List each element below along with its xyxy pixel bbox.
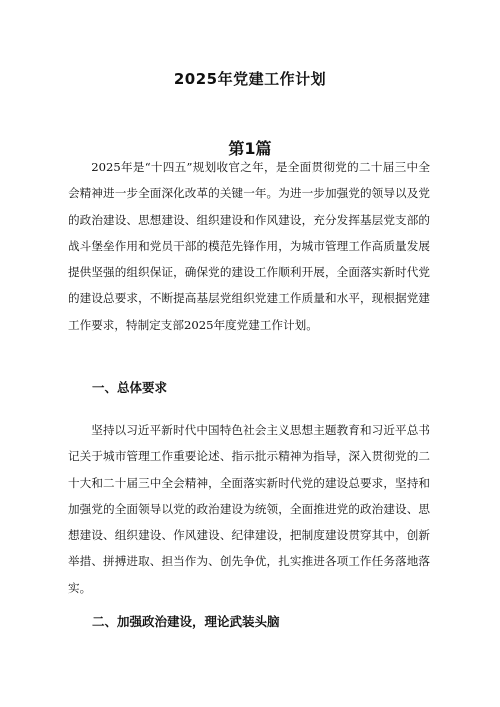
section-heading-general-requirements: 一、总体要求	[92, 380, 168, 395]
part-title: 第1篇	[228, 139, 272, 158]
intro-paragraph: 2025年是“十四五”规划收官之年，是全面贯彻党的二十届三中全会精神进一步全面深化改革的关键一年。为进一步加强党的领导以及党的政治建设、思想建设、组织建设和作风建设，充分发挥基层党支部的战斗堡垒作用和党员干部的模范先锋作用，为城市管理工作高质量发展提供坚强的组织保证，确保党的建设工作顺利开展，全面落实新时代党的建设总要求，不断提高基层党组织党建工作质量和水平，现根据党建工作要求，特制定支部2025年度党建工作计划。	[68, 160, 430, 332]
section-heading-political-construction: 二、加强政治建设，理论武装头脑	[92, 614, 280, 629]
section1-paragraph: 坚持以习近平新时代中国特色社会主义思想主题教育和习近平总书记关于城市管理工作重要论述、指示批示精神为指导，深入贯彻党的二十大和二十届三中全会精神，全面落实新时代党的建设总要求，坚持和加强党的全面领导以党的政治建设为统领，全面推进党的政治建设、思想建设、组织建设、作风建设、纪律建设，把制度建设贯穿其中，创新举措、拼搏进取、担当作为、创先争优，扎实推进各项工作任务落地落实。	[68, 423, 430, 595]
document-title: 2025年党建工作计划	[173, 70, 327, 88]
